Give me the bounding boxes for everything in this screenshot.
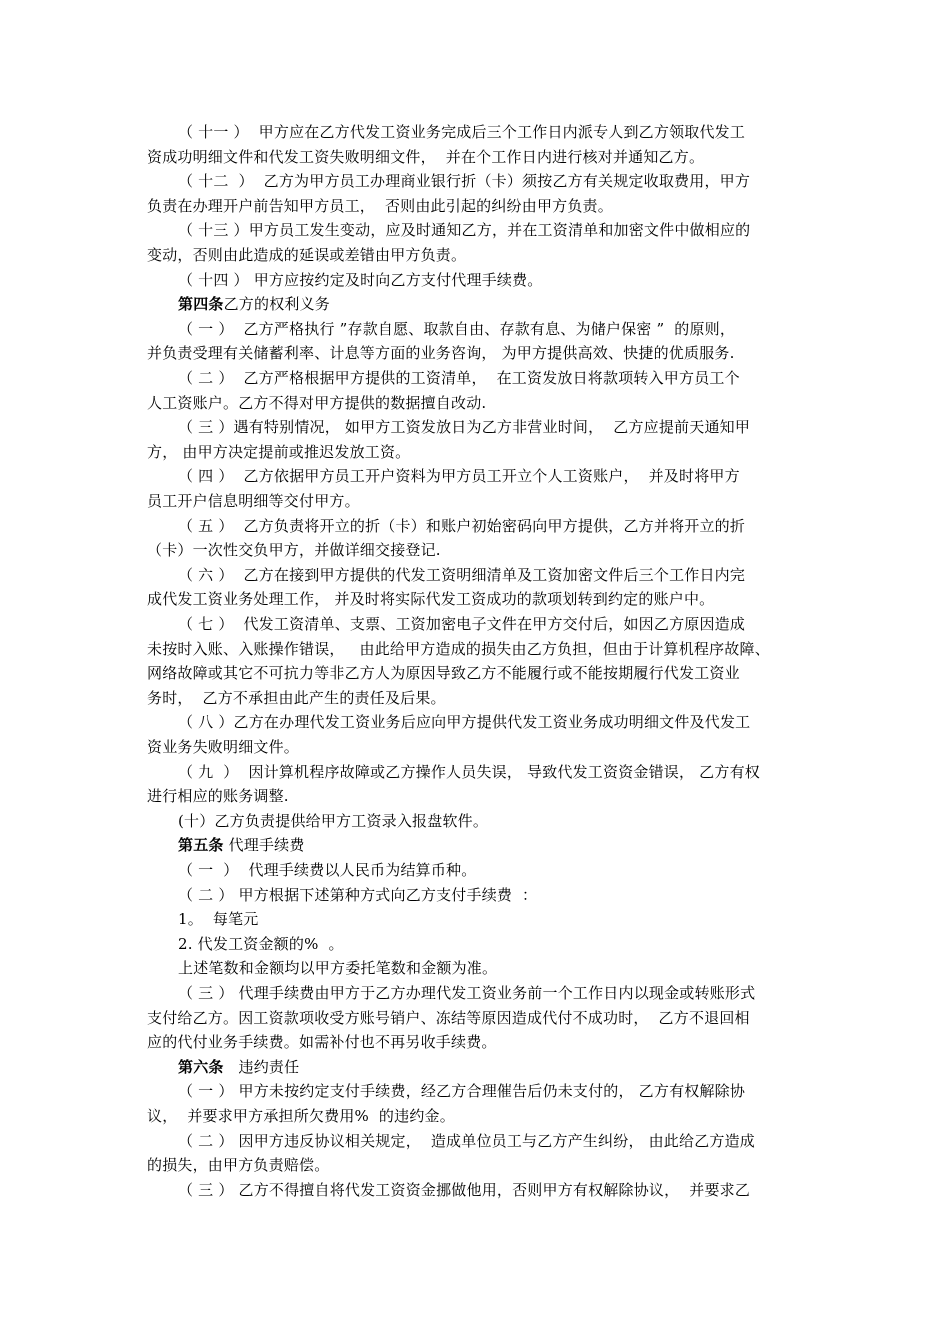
article-title: 代理手续费 <box>223 836 305 855</box>
clause-continuation-line: 支付给乙方。因工资款项收受方账号销户、冻结等原因造成代付不成功时， 乙方不退回相 <box>147 1008 750 1027</box>
clause-continuation-line: 人工资账户。乙方不得对甲方提供的数据擅自改动. <box>147 393 487 412</box>
clause-continuation-line: 的损失，由甲方负责赔偿。 <box>147 1156 330 1175</box>
article-title: 乙方的权利义务 <box>223 295 331 314</box>
clause-continuation-line: 议， 并要求甲方承担所欠费用% 的违约金。 <box>147 1107 455 1125</box>
clause-continuation-line: 网络故障或其它不可抗力等非乙方人为原因导致乙方不能履行或不能按期履行代发工资业 <box>147 664 740 683</box>
clause-line: （ 三 ） 代理手续费由甲方于乙方办理代发工资业务前一个工作日内以现金或转账形式 <box>178 984 756 1002</box>
clause-line: （ 二 ） 乙方严格根据甲方提供的工资清单， 在工资发放日将款项转入甲方员工个 <box>178 369 740 387</box>
clause-continuation-line: 未按时入账、入账操作错误， 由此给甲方造成的损失由乙方负担，但由于计算机程序故障、 <box>147 639 770 658</box>
clause-line: （ 六 ） 乙方在接到甲方提供的代发工资明细清单及工资加密文件后三个工作日内完 <box>178 565 746 584</box>
clause-continuation-line: 并负责受理有关储蓄利率、计息等方面的业务咨询， 为甲方提供高效、快捷的优质服务. <box>147 344 735 363</box>
clause-line: （ 五 ） 乙方负责将开立的折（卡）和账户初始密码向甲方提供，乙方并将开立的折 <box>178 516 746 535</box>
clause-line: （ 一 ） 甲方未按约定支付手续费，经乙方合理催告后仍未支付的， 乙方有权解除协 <box>178 1082 746 1101</box>
clause-continuation-line: 务时， 乙方不承担由此产生的责任及后果。 <box>147 688 446 707</box>
article-number: 第五条 <box>178 836 224 855</box>
article-number: 第六条 <box>178 1057 224 1076</box>
clause-line: （ 一 ） 乙方严格执行 ”存款自愿、取款自由、存款有息、为储户保密 ” 的原则， <box>178 319 736 338</box>
clause-continuation-line: （卡）一次性交负甲方，并做详细交接登记. <box>147 541 441 560</box>
clause-line: （ 十二 ） 乙方为甲方员工办理商业银行折（卡）须按乙方有关规定收取费用，甲方 <box>178 172 751 191</box>
clause-line: （ 四 ） 乙方依据甲方员工开户资料为甲方员工开立个人工资账户， 并及时将甲方 <box>178 467 740 486</box>
clause-line: （ 二 ） 因甲方违反协议相关规定， 造成单位员工与乙方产生纠纷， 由此给乙方造成 <box>178 1131 756 1150</box>
clause-line: （ 三 ）遇有特别情况， 如甲方工资发放日为乙方非营业时间， 乙方应提前天通知甲 <box>178 418 751 437</box>
article-heading <box>178 294 330 316</box>
clause-continuation-line: 资业务失败明细文件。 <box>147 738 300 756</box>
clause-continuation-line: 进行相应的账务调整. <box>147 787 289 806</box>
clause-line: （ 七 ） 代发工资清单、支票、工资加密电子文件在甲方交付后，如因乙方原因造成 <box>178 615 746 633</box>
clause-continuation-line: 方， 由甲方决定提前或推迟发放工资。 <box>147 442 411 461</box>
clause-line: （ 十三 ）甲方员工发生变动，应及时通知乙方，并在工资清单和加密文件中做相应的 <box>178 221 751 240</box>
clause-continuation-line: 变动，否则由此造成的延误或差错由甲方负责。 <box>147 246 467 264</box>
clause-continuation-line: 应的代付业务手续费。如需补付也不再另收手续费。 <box>147 1033 497 1052</box>
clause-line: 上述笔数和金额均以甲方委托笔数和金额为准。 <box>178 959 498 978</box>
clause-line: （ 十四 ） 甲方应按约定及时向乙方支付代理手续费。 <box>178 270 543 289</box>
clause-continuation-line: 员工开户信息明细等交付甲方。 <box>147 492 360 510</box>
article-heading <box>178 1057 299 1079</box>
article-title: 违约责任 <box>223 1057 300 1076</box>
clause-continuation-line: 资成功明细文件和代发工资失败明细文件， 并在个工作日内进行核对并通知乙方。 <box>147 147 705 166</box>
clause-line: 1。 每笔元 <box>178 910 259 929</box>
clause-line: （ 三 ） 乙方不得擅自将代发工资资金挪做他用，否则甲方有权解除协议， 并要求乙 <box>178 1180 751 1199</box>
clause-line: （ 八 ）乙方在办理代发工资业务后应向甲方提供代发工资业务成功明细文件及代发工 <box>178 713 751 732</box>
clause-line: (十）乙方负责提供给甲方工资录入报盘软件。 <box>178 811 489 830</box>
article-heading <box>178 835 305 857</box>
article-number: 第四条 <box>178 295 224 314</box>
clause-continuation-line: 负责在办理开户前告知甲方员工， 否则由此引起的纠纷由甲方负责。 <box>147 196 613 215</box>
clause-line: （ 十一 ） 甲方应在乙方代发工资业务完成后三个工作日内派专人到乙方领取代发工 <box>178 123 746 141</box>
clause-line: （ 二 ） 甲方根据下述第种方式向乙方支付手续费 ： <box>178 885 538 904</box>
clause-continuation-line: 成代发工资业务处理工作， 并及时将实际代发工资成功的款项划转到约定的账户中。 <box>147 590 715 609</box>
clause-line: （ 九 ） 因计算机程序故障或乙方操作人员失误， 导致代发工资资金错误， 乙方有权 <box>178 762 760 781</box>
clause-line: （ 一 ） 代理手续费以人民币为结算币种。 <box>178 861 477 879</box>
clause-line: 2. 代发工资金额的% 。 <box>178 934 344 953</box>
